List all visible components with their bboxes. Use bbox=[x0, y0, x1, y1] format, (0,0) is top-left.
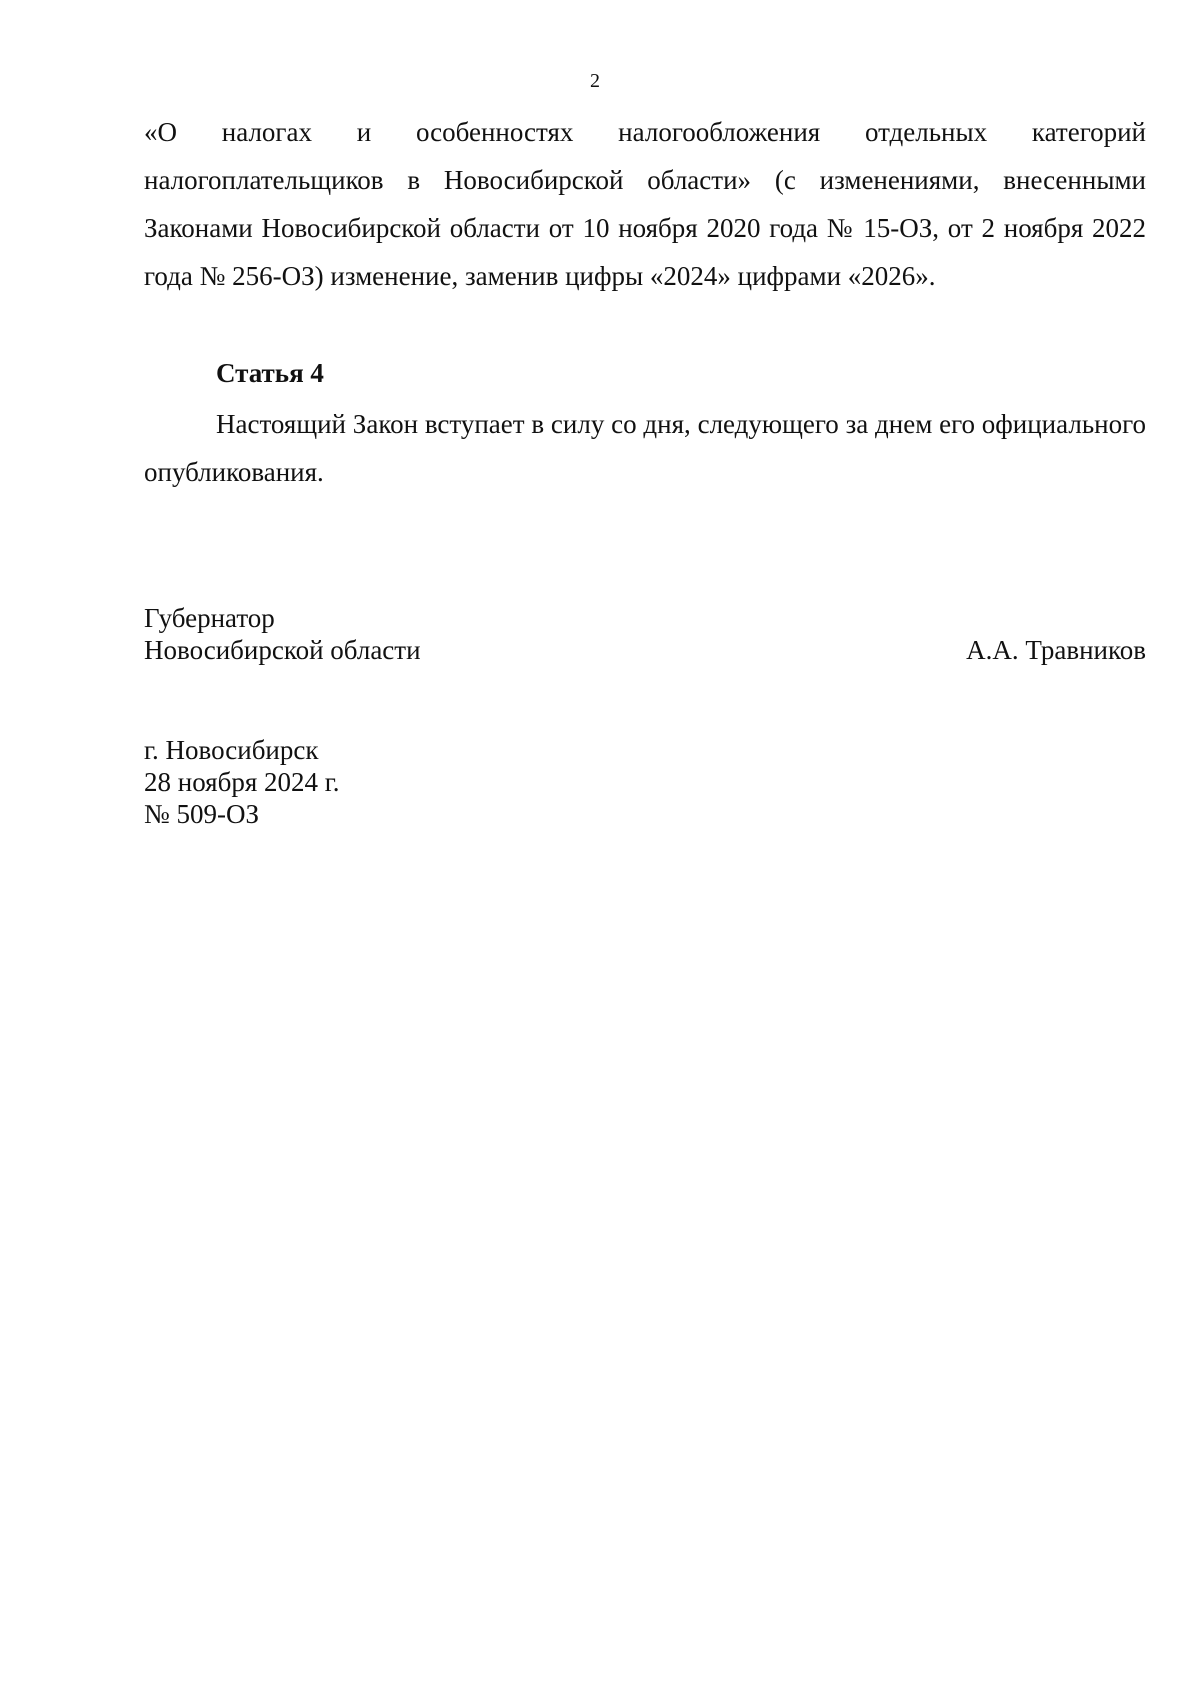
paragraph-amendment: «О налогах и особенностях налогообложения отдельных категорий налогоплательщиков в Новосибирской области» (с изменениями, внесенными Законами Новосибирской области от 10 ноября 2020 года № 15-ОЗ, от 2 ноября 2022 года № 256-ОЗ) изменение, заменив цифры «2024» цифрами «2026». bbox=[144, 117, 1146, 291]
page-number: 2 bbox=[590, 70, 600, 92]
signatory-title-line-2: Новосибирской области bbox=[144, 635, 421, 665]
law-date: 28 ноября 2024 г. bbox=[144, 767, 340, 797]
signature-block bbox=[144, 602, 1146, 666]
law-number: № 509-ОЗ bbox=[144, 799, 260, 829]
signatory-title-line-1: Губернатор bbox=[144, 603, 275, 633]
place-city: г. Новосибирск bbox=[144, 735, 319, 765]
signature-row bbox=[144, 634, 1146, 666]
signatory-name: А.А. Травников bbox=[966, 635, 1146, 665]
paragraph-entry-into-force: Настоящий Закон вступает в силу со дня, следующего за днем его официального опубликования. bbox=[144, 409, 1146, 487]
place-date-block bbox=[144, 734, 340, 830]
article-heading: Статья 4 bbox=[216, 358, 324, 388]
